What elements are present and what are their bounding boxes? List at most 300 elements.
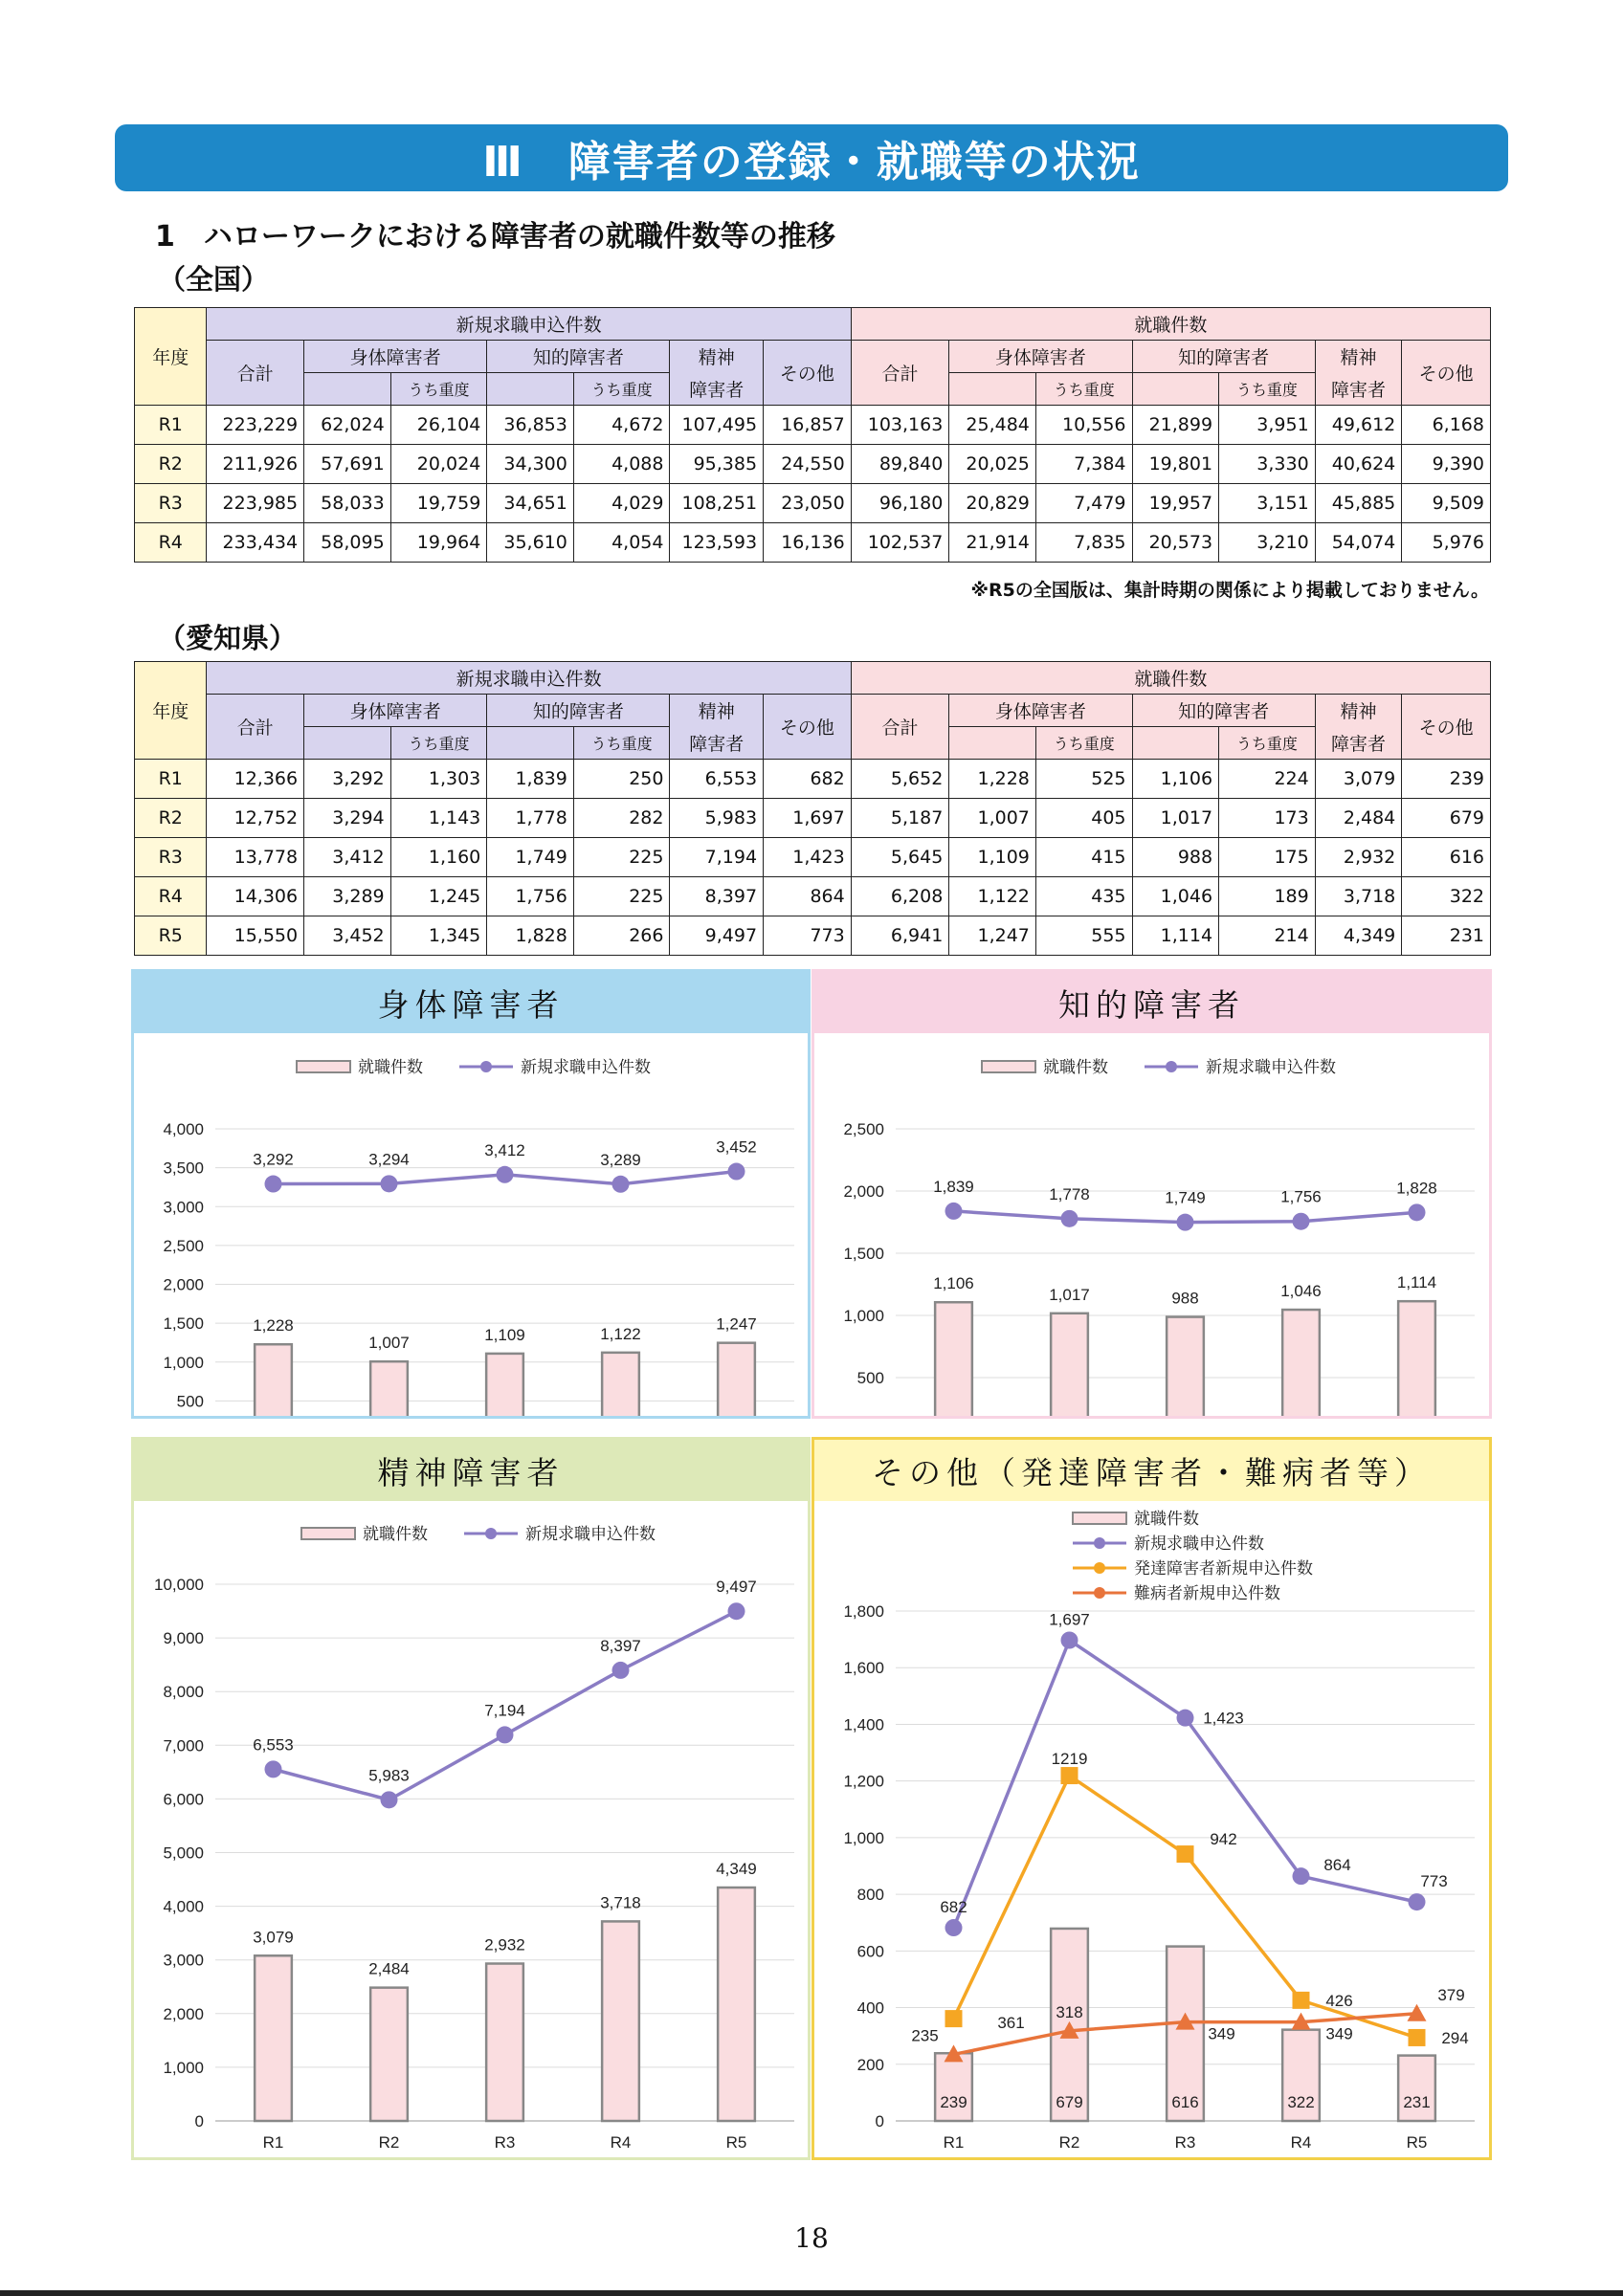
severe-header: うち重度 xyxy=(390,727,487,760)
value-cell: 435 xyxy=(1035,877,1132,916)
y-tick-label: 7,000 xyxy=(163,1736,204,1755)
y-tick-label: 1,000 xyxy=(843,1307,884,1325)
national-table xyxy=(134,307,1491,563)
point-label: 1,423 xyxy=(1203,1709,1244,1728)
point xyxy=(381,1175,398,1192)
x-tick-label: R4 xyxy=(610,2133,632,2152)
bar xyxy=(486,1964,523,2121)
physical-blank xyxy=(304,373,391,406)
mental-header-2: 障害者 xyxy=(1315,727,1402,760)
value-cell: 1,017 xyxy=(1132,799,1219,838)
bar-label: 2,484 xyxy=(368,1959,410,1978)
value-cell: 864 xyxy=(764,877,852,916)
bar xyxy=(718,1343,755,1416)
y-tick-label: 1,800 xyxy=(843,1602,884,1621)
value-cell: 3,452 xyxy=(304,916,391,956)
x-tick-label: R2 xyxy=(378,2133,400,2152)
physical-blank xyxy=(304,727,391,760)
value-cell: 3,412 xyxy=(304,838,391,877)
value-cell: 26,104 xyxy=(390,406,487,445)
point xyxy=(497,1726,514,1743)
value-cell: 49,612 xyxy=(1315,406,1402,445)
table-row xyxy=(135,406,1491,445)
table-row xyxy=(135,445,1491,484)
point-label: 5,983 xyxy=(368,1766,410,1785)
y-tick-label: 2,500 xyxy=(843,1120,884,1138)
value-cell: 103,163 xyxy=(851,406,949,445)
point xyxy=(612,1176,630,1193)
x-tick-label: R5 xyxy=(1406,2133,1428,2152)
intellectual-header: 知的障害者 xyxy=(487,695,670,727)
other-header: その他 xyxy=(764,341,852,406)
value-cell: 1,423 xyxy=(764,838,852,877)
point-label: 682 xyxy=(940,1898,967,1917)
value-cell: 107,495 xyxy=(670,406,764,445)
chart-other xyxy=(814,1501,1489,2157)
value-cell: 616 xyxy=(1402,838,1491,877)
series-line xyxy=(954,1640,1417,1928)
point-label: 235 xyxy=(911,2026,939,2045)
legend-label: 新規求職申込件数 xyxy=(1206,1058,1336,1076)
value-cell: 15,550 xyxy=(207,916,304,956)
value-cell: 5,976 xyxy=(1402,523,1491,563)
value-cell: 12,752 xyxy=(207,799,304,838)
bar xyxy=(1051,1314,1088,1416)
point xyxy=(1409,2029,1426,2046)
chart-intellectual xyxy=(814,1033,1489,1416)
bar-label: 1,017 xyxy=(1049,1285,1090,1304)
value-cell: 58,095 xyxy=(304,523,391,563)
point xyxy=(265,1760,282,1777)
point-label: 942 xyxy=(1210,1830,1237,1849)
point-label: 9,497 xyxy=(716,1578,757,1597)
value-cell: 1,247 xyxy=(949,916,1036,956)
value-cell: 4,672 xyxy=(573,406,670,445)
bar xyxy=(255,1955,292,2121)
mental-header: 精神 xyxy=(1315,695,1402,727)
value-cell: 54,074 xyxy=(1315,523,1402,563)
table-row xyxy=(135,523,1491,563)
x-tick-label: R4 xyxy=(1290,2133,1312,2152)
value-cell: 62,024 xyxy=(304,406,391,445)
year-cell: R4 xyxy=(135,877,207,916)
value-cell: 1,839 xyxy=(487,760,574,799)
bar-label: 1,247 xyxy=(716,1314,757,1334)
value-cell: 223,229 xyxy=(207,406,304,445)
y-tick-label: 10,000 xyxy=(154,1576,204,1594)
total-header: 合計 xyxy=(207,341,304,406)
chart-physical-title: 身体障害者 xyxy=(134,972,808,1033)
value-cell: 214 xyxy=(1219,916,1316,956)
value-cell: 4,029 xyxy=(573,484,670,523)
point-label: 1,839 xyxy=(933,1177,974,1196)
other-header: その他 xyxy=(1402,341,1491,406)
intellectual-header: 知的障害者 xyxy=(487,341,670,373)
value-cell: 24,550 xyxy=(764,445,852,484)
value-cell: 35,610 xyxy=(487,523,574,563)
y-tick-label: 1,200 xyxy=(843,1772,884,1791)
value-cell: 2,484 xyxy=(1315,799,1402,838)
point xyxy=(1061,1767,1078,1784)
value-cell: 3,151 xyxy=(1219,484,1316,523)
value-cell: 7,479 xyxy=(1035,484,1132,523)
point-label: 3,452 xyxy=(716,1137,757,1157)
value-cell: 6,168 xyxy=(1402,406,1491,445)
year-cell: R2 xyxy=(135,445,207,484)
value-cell: 1,007 xyxy=(949,799,1036,838)
y-tick-label: 1,400 xyxy=(843,1715,884,1734)
y-tick-label: 1,500 xyxy=(163,1314,204,1334)
value-cell: 14,306 xyxy=(207,877,304,916)
legend-swatch-bar xyxy=(301,1528,355,1539)
value-cell: 7,384 xyxy=(1035,445,1132,484)
bar xyxy=(718,1888,755,2121)
other-header: その他 xyxy=(1402,695,1491,760)
legend-label: 新規求職申込件数 xyxy=(521,1058,651,1076)
physical-header: 身体障害者 xyxy=(304,341,487,373)
severe-header: うち重度 xyxy=(573,373,670,406)
year-cell: R3 xyxy=(135,484,207,523)
year-cell: R4 xyxy=(135,523,207,563)
value-cell: 1,778 xyxy=(487,799,574,838)
y-tick-label: 1,000 xyxy=(163,1353,204,1372)
chart-mental-title: 精神障害者 xyxy=(134,1440,808,1501)
value-cell: 3,079 xyxy=(1315,760,1402,799)
placements-header: 就職件数 xyxy=(851,308,1490,341)
point xyxy=(728,1163,745,1181)
severe-header: うち重度 xyxy=(1219,373,1316,406)
value-cell: 773 xyxy=(764,916,852,956)
y-tick-label: 0 xyxy=(875,2112,884,2130)
point-label: 1,697 xyxy=(1049,1610,1090,1629)
x-tick-label: R3 xyxy=(494,2133,516,2152)
value-cell: 1,245 xyxy=(390,877,487,916)
value-cell: 58,033 xyxy=(304,484,391,523)
point xyxy=(1293,1992,1310,2009)
y-tick-label: 200 xyxy=(856,2055,884,2074)
y-tick-label: 6,000 xyxy=(163,1790,204,1809)
severe-header: うち重度 xyxy=(1035,373,1132,406)
bar xyxy=(370,1361,408,1416)
value-cell: 19,957 xyxy=(1132,484,1219,523)
intellectual-blank xyxy=(1132,727,1219,760)
year-cell: R1 xyxy=(135,760,207,799)
legend-label: 新規求職申込件数 xyxy=(1134,1534,1264,1553)
bar-label: 231 xyxy=(1403,2093,1431,2111)
physical-blank xyxy=(949,373,1036,406)
point xyxy=(1177,1710,1194,1727)
point-label: 6,553 xyxy=(253,1735,294,1755)
legend-label: 新規求職申込件数 xyxy=(525,1525,656,1543)
y-tick-label: 0 xyxy=(194,2112,204,2130)
legend-label: 就職件数 xyxy=(358,1058,423,1076)
value-cell: 3,718 xyxy=(1315,877,1402,916)
value-cell: 1,106 xyxy=(1132,760,1219,799)
table-row xyxy=(135,916,1491,956)
value-cell: 20,025 xyxy=(949,445,1036,484)
value-cell: 19,759 xyxy=(390,484,487,523)
total-header: 合計 xyxy=(851,341,949,406)
point-label: 7,194 xyxy=(484,1701,525,1720)
value-cell: 57,691 xyxy=(304,445,391,484)
legend-marker xyxy=(1094,1537,1105,1549)
value-cell: 96,180 xyxy=(851,484,949,523)
legend-label: 就職件数 xyxy=(1134,1510,1199,1528)
placements-header: 就職件数 xyxy=(851,662,1490,695)
x-tick-label: R5 xyxy=(725,2133,747,2152)
chart-mental xyxy=(134,1501,808,2157)
y-tick-label: 2,000 xyxy=(163,2004,204,2023)
value-cell: 8,397 xyxy=(670,877,764,916)
value-cell: 20,024 xyxy=(390,445,487,484)
x-tick-label: R3 xyxy=(1174,2133,1196,2152)
point xyxy=(1177,1845,1194,1863)
value-cell: 6,941 xyxy=(851,916,949,956)
value-cell: 9,390 xyxy=(1402,445,1491,484)
y-tick-label: 1,000 xyxy=(843,1828,884,1847)
bar xyxy=(1167,1317,1204,1416)
value-cell: 1,122 xyxy=(949,877,1036,916)
severe-header: うち重度 xyxy=(1219,727,1316,760)
value-cell: 679 xyxy=(1402,799,1491,838)
intellectual-blank xyxy=(487,727,574,760)
value-cell: 89,840 xyxy=(851,445,949,484)
point xyxy=(497,1166,514,1183)
value-cell: 189 xyxy=(1219,877,1316,916)
value-cell: 108,251 xyxy=(670,484,764,523)
bar-label: 322 xyxy=(1287,2093,1315,2111)
legend-label: 難病者新規申込件数 xyxy=(1134,1584,1280,1602)
value-cell: 405 xyxy=(1035,799,1132,838)
legend-swatch-bar xyxy=(982,1061,1035,1072)
table-row xyxy=(135,877,1491,916)
table-row xyxy=(135,838,1491,877)
chart-intellectual-panel xyxy=(812,969,1492,1419)
value-cell: 40,624 xyxy=(1315,445,1402,484)
bar-label: 4,349 xyxy=(716,1860,757,1879)
value-cell: 10,556 xyxy=(1035,406,1132,445)
value-cell: 1,046 xyxy=(1132,877,1219,916)
value-cell: 25,484 xyxy=(949,406,1036,445)
value-cell: 4,054 xyxy=(573,523,670,563)
value-cell: 95,385 xyxy=(670,445,764,484)
point-label: 3,294 xyxy=(368,1150,410,1169)
value-cell: 12,366 xyxy=(207,760,304,799)
point xyxy=(945,1919,963,1936)
value-cell: 211,926 xyxy=(207,445,304,484)
y-tick-label: 5,000 xyxy=(163,1843,204,1863)
y-tick-label: 500 xyxy=(856,1369,884,1387)
value-cell: 102,537 xyxy=(851,523,949,563)
chart-other-title: その他（発達障害者・難病者等） xyxy=(814,1440,1489,1501)
point-label: 349 xyxy=(1325,2024,1353,2043)
bar xyxy=(255,1344,292,1416)
new-apps-header: 新規求職申込件数 xyxy=(207,308,851,341)
point xyxy=(945,1203,963,1220)
legend-label: 就職件数 xyxy=(1043,1058,1108,1076)
value-cell: 23,050 xyxy=(764,484,852,523)
point-label: 426 xyxy=(1325,1991,1353,2010)
y-tick-label: 400 xyxy=(856,1998,884,2018)
value-cell: 225 xyxy=(573,838,670,877)
bar-label: 239 xyxy=(940,2093,967,2111)
bar-label: 616 xyxy=(1171,2093,1199,2111)
point xyxy=(1177,1214,1194,1231)
y-tick-label: 8,000 xyxy=(163,1683,204,1702)
value-cell: 175 xyxy=(1219,838,1316,877)
point xyxy=(1061,1210,1078,1227)
value-cell: 266 xyxy=(573,916,670,956)
bar-label: 988 xyxy=(1171,1289,1199,1308)
subheading: 1 ハローワークにおける障害者の就職件数等の推移 xyxy=(155,220,835,254)
intellectual-blank xyxy=(487,373,574,406)
section-banner xyxy=(115,124,1508,191)
point-label: 3,412 xyxy=(484,1140,525,1159)
point-label: 773 xyxy=(1420,1872,1448,1891)
point xyxy=(265,1176,282,1193)
value-cell: 1,228 xyxy=(949,760,1036,799)
bar-label: 1,109 xyxy=(484,1325,525,1344)
value-cell: 1,303 xyxy=(390,760,487,799)
legend-marker xyxy=(1094,1587,1105,1599)
value-cell: 4,349 xyxy=(1315,916,1402,956)
value-cell: 250 xyxy=(573,760,670,799)
value-cell: 3,951 xyxy=(1219,406,1316,445)
value-cell: 415 xyxy=(1035,838,1132,877)
point-label: 318 xyxy=(1056,2002,1083,2021)
physical-header: 身体障害者 xyxy=(304,695,487,727)
value-cell: 16,136 xyxy=(764,523,852,563)
point-label: 361 xyxy=(997,2014,1025,2033)
value-cell: 231 xyxy=(1402,916,1491,956)
value-cell: 2,932 xyxy=(1315,838,1402,877)
y-tick-label: 2,500 xyxy=(163,1236,204,1255)
year-cell: R5 xyxy=(135,916,207,956)
value-cell: 6,208 xyxy=(851,877,949,916)
mental-header: 精神 xyxy=(1315,341,1402,373)
value-cell: 5,983 xyxy=(670,799,764,838)
value-cell: 225 xyxy=(573,877,670,916)
value-cell: 19,964 xyxy=(390,523,487,563)
point-label: 3,292 xyxy=(253,1150,294,1169)
value-cell: 21,914 xyxy=(949,523,1036,563)
total-header: 合計 xyxy=(851,695,949,760)
value-cell: 6,553 xyxy=(670,760,764,799)
value-cell: 34,300 xyxy=(487,445,574,484)
value-cell: 9,509 xyxy=(1402,484,1491,523)
x-tick-label: R1 xyxy=(943,2133,965,2152)
legend-swatch-bar xyxy=(1073,1512,1126,1524)
value-cell: 5,645 xyxy=(851,838,949,877)
value-cell: 3,294 xyxy=(304,799,391,838)
point-label: 1,756 xyxy=(1280,1187,1322,1206)
y-tick-label: 2,000 xyxy=(843,1182,884,1201)
legend-label: 就職件数 xyxy=(363,1525,428,1543)
point-label: 3,289 xyxy=(600,1150,641,1169)
x-tick-label: R1 xyxy=(262,2133,284,2152)
mental-header: 精神 xyxy=(670,695,764,727)
point xyxy=(728,1602,745,1620)
table-row xyxy=(135,799,1491,838)
mental-header: 精神 xyxy=(670,341,764,373)
chart-physical xyxy=(134,1033,808,1416)
section-title: Ⅲ 障害者の登録・就職等の状況 xyxy=(482,138,1141,187)
y-tick-label: 3,000 xyxy=(163,1198,204,1217)
severe-header: うち重度 xyxy=(390,373,487,406)
value-cell: 1,756 xyxy=(487,877,574,916)
bar-label: 1,114 xyxy=(1396,1273,1437,1292)
national-label: （全国） xyxy=(158,263,270,296)
year-header: 年度 xyxy=(135,662,207,760)
aichi-label: （愛知県） xyxy=(158,622,298,654)
value-cell: 3,292 xyxy=(304,760,391,799)
point-label: 379 xyxy=(1437,1985,1465,2004)
value-cell: 1,114 xyxy=(1132,916,1219,956)
bar-label: 1,007 xyxy=(368,1334,410,1353)
value-cell: 1,697 xyxy=(764,799,852,838)
value-cell: 9,497 xyxy=(670,916,764,956)
value-cell: 5,652 xyxy=(851,760,949,799)
bar xyxy=(602,1353,639,1416)
value-cell: 3,330 xyxy=(1219,445,1316,484)
value-cell: 1,143 xyxy=(390,799,487,838)
bar xyxy=(486,1354,523,1416)
y-tick-label: 3,000 xyxy=(163,1951,204,1970)
chart-intellectual-title: 知的障害者 xyxy=(814,972,1489,1033)
value-cell: 123,593 xyxy=(670,523,764,563)
y-tick-label: 4,000 xyxy=(163,1120,204,1138)
point-label: 349 xyxy=(1208,2024,1235,2043)
point xyxy=(1061,1631,1078,1648)
value-cell: 34,651 xyxy=(487,484,574,523)
bar xyxy=(935,1302,972,1416)
value-cell: 322 xyxy=(1402,877,1491,916)
point-label: 294 xyxy=(1441,2028,1469,2047)
value-cell: 525 xyxy=(1035,760,1132,799)
y-tick-label: 2,000 xyxy=(163,1275,204,1294)
value-cell: 1,109 xyxy=(949,838,1036,877)
year-header: 年度 xyxy=(135,308,207,406)
value-cell: 19,801 xyxy=(1132,445,1219,484)
bar-label: 1,228 xyxy=(253,1316,294,1336)
severe-header: うち重度 xyxy=(573,727,670,760)
year-cell: R1 xyxy=(135,406,207,445)
value-cell: 555 xyxy=(1035,916,1132,956)
bar xyxy=(1398,1301,1435,1416)
point xyxy=(1293,1213,1310,1230)
table-row xyxy=(135,760,1491,799)
point-label: 1,749 xyxy=(1165,1188,1206,1207)
value-cell: 173 xyxy=(1219,799,1316,838)
value-cell: 36,853 xyxy=(487,406,574,445)
point-label: 1219 xyxy=(1051,1750,1088,1769)
severe-header: うち重度 xyxy=(1035,727,1132,760)
table-row xyxy=(135,484,1491,523)
value-cell: 224 xyxy=(1219,760,1316,799)
bar-label: 1,122 xyxy=(600,1324,641,1343)
bar xyxy=(1282,1310,1320,1416)
legend-marker xyxy=(1094,1562,1105,1574)
aichi-table xyxy=(134,661,1491,956)
bar-label: 1,046 xyxy=(1280,1282,1322,1301)
y-tick-label: 800 xyxy=(856,1886,884,1905)
bar xyxy=(602,1921,639,2121)
intellectual-header: 知的障害者 xyxy=(1132,341,1315,373)
y-tick-label: 1,000 xyxy=(163,2058,204,2077)
value-cell: 223,985 xyxy=(207,484,304,523)
mental-header-2: 障害者 xyxy=(1315,373,1402,406)
legend-marker xyxy=(480,1061,492,1072)
